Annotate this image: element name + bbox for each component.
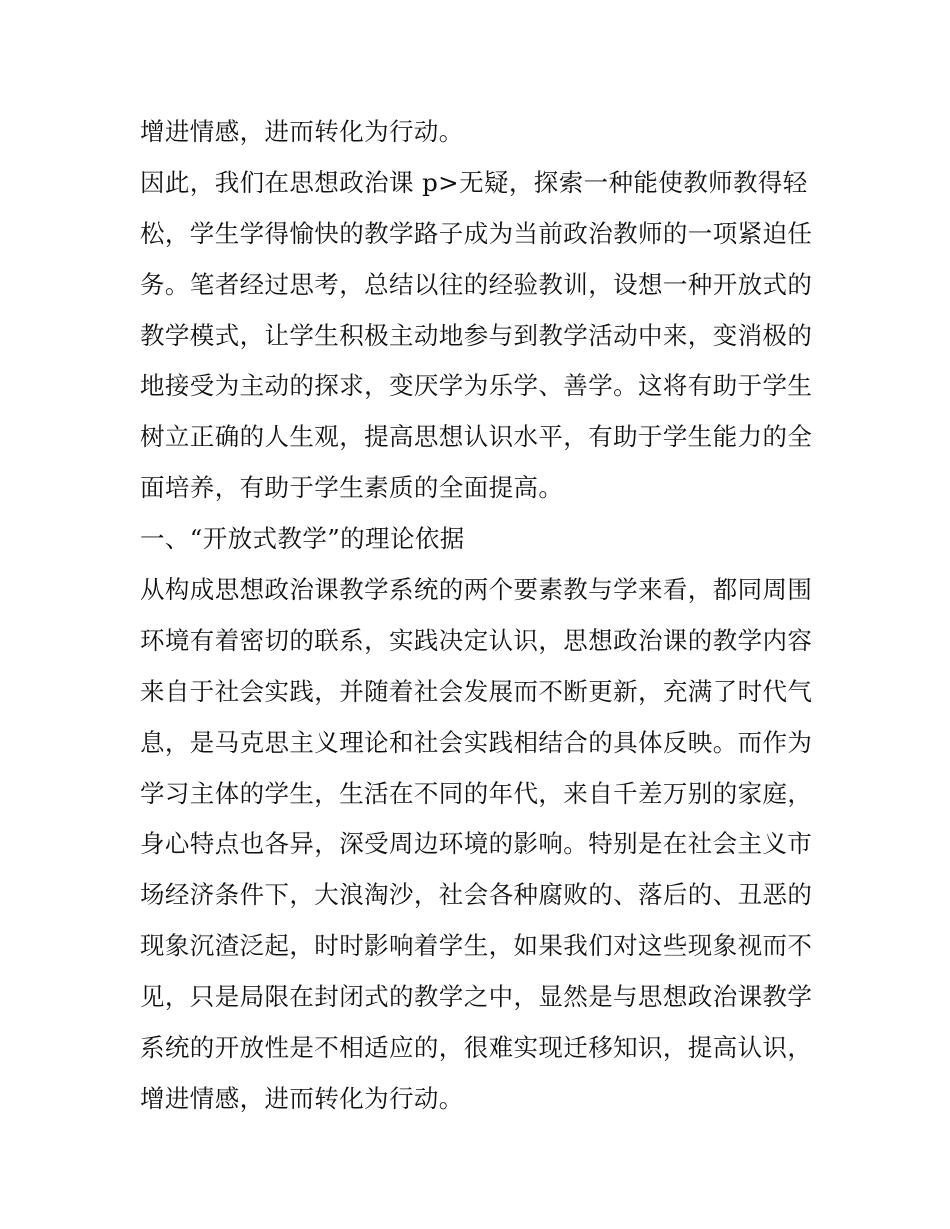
- text-line: 教学模式，让学生积极主动地参与到教学活动中来，变消极的: [140, 320, 813, 350]
- text-line: 增进情感，进而转化为行动。: [140, 117, 464, 146]
- section-heading: 一、“开放式教学”的理论依据: [140, 524, 465, 554]
- text-line: 从构成思想政治课教学系统的两个要素教与学来看，都同周围: [140, 575, 813, 605]
- text-line: 学习主体的学生，生活在不同的年代，来自千差万别的家庭，: [140, 778, 813, 808]
- text-line: 地接受为主动的探求，变厌学为乐学、善学。这将有助于学生: [140, 371, 813, 401]
- text-line: 松，学生学得愉快的教学路子成为当前政治教师的一项紧迫任: [140, 218, 813, 248]
- text-line: 树立正确的人生观，提高思想认识水平，有助于学生能力的全: [140, 422, 813, 452]
- text-line: 身心特点也各异，深受周边环境的影响。特别是在社会主义市: [140, 829, 813, 859]
- text-line: 见，只是局限在封闭式的教学之中，显然是与思想政治课教学: [140, 982, 813, 1012]
- text-line: 现象沉渣泛起，时时影响着学生，如果我们对这些现象视而不: [140, 931, 813, 961]
- text-line: 面培养，有助于学生素质的全面提高。: [140, 473, 564, 503]
- text-line: 增进情感，进而转化为行动。: [140, 1083, 464, 1113]
- text-line: 环境有着密切的联系，实践决定认识，思想政治课的教学内容: [140, 625, 813, 655]
- text-line: 因此，我们在思想政治课 p>无疑，探索一种能使教师教得轻: [140, 167, 808, 197]
- text-line: 来自于社会实践，并随着社会发展而不断更新，充满了时代气: [140, 676, 813, 706]
- text-line: 务。笔者经过思考，总结以往的经验教训，设想一种开放式的: [140, 269, 813, 299]
- text-line: 系统的开放性是不相适应的，很难实现迁移知识，提高认识，: [140, 1033, 813, 1063]
- text-line: 场经济条件下，大浪淘沙，社会各种腐败的、落后的、丑恶的: [140, 880, 813, 910]
- text-body: [140, 107, 830, 1125]
- text-line: 息，是马克思主义理论和社会实践相结合的具体反映。而作为: [140, 727, 813, 757]
